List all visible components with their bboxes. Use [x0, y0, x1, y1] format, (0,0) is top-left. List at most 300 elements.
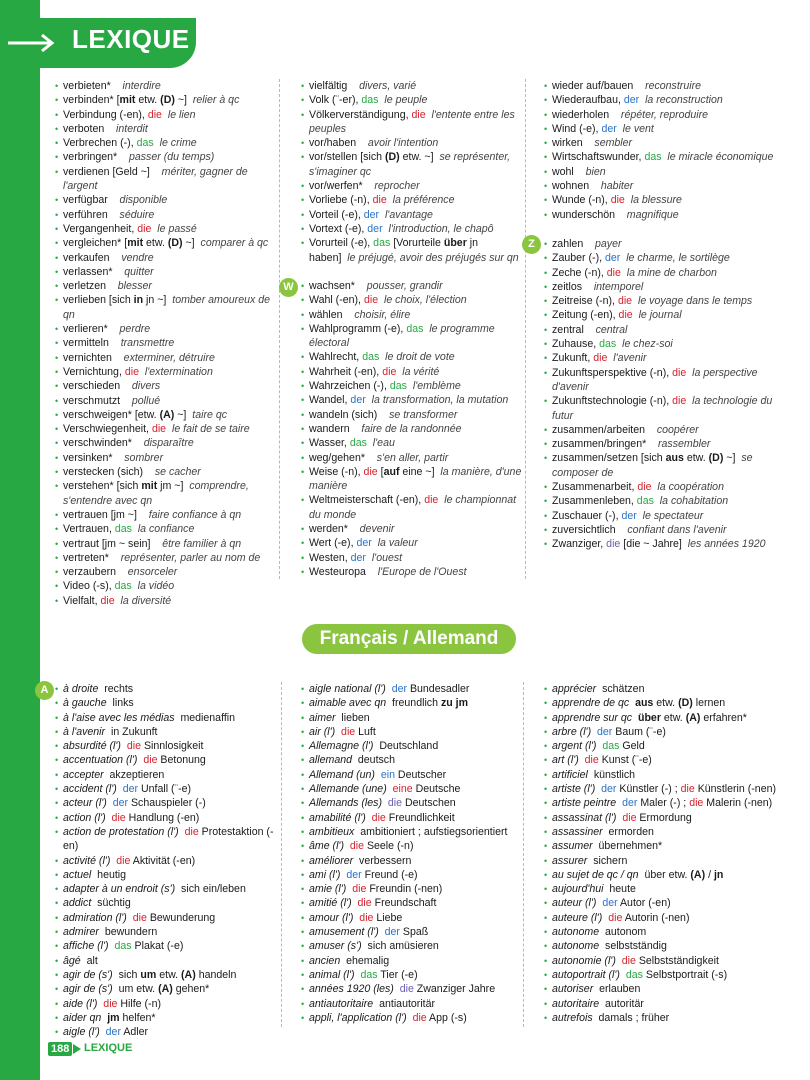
- entry-segment: [: [377, 465, 384, 478]
- entry-segment: à l'avenir: [63, 725, 106, 738]
- entry-segment: die: [382, 365, 397, 378]
- entry-segment: bien: [585, 165, 606, 178]
- lexicon-entry: [544, 79, 779, 93]
- bullet-icon: •: [544, 209, 548, 220]
- entry-segment: links: [112, 697, 134, 710]
- bullet-icon: •: [544, 439, 548, 450]
- entry-segment: ami (l'): [309, 868, 341, 881]
- lexicon-entry: [544, 437, 779, 451]
- entry-segment: Deutscher: [394, 768, 447, 781]
- entry-segment: das: [636, 495, 654, 508]
- bullet-icon: •: [544, 955, 548, 966]
- entry-segment: heute: [609, 883, 636, 896]
- entry-segment: auteure (l'): [552, 911, 603, 924]
- lexicon-entry: [55, 696, 281, 710]
- entry-segment: Bundesadler: [407, 683, 470, 695]
- entry-segment: amabilité (l'): [309, 811, 366, 824]
- entry-segment: Wahl (-en),: [309, 294, 364, 307]
- entry-segment: Wirtschaftswunder,: [552, 151, 645, 164]
- entry-segment: Handlung (-en): [125, 811, 200, 824]
- entry-segment: vor/stellen [sich: [309, 151, 385, 164]
- entry-segment: aide (l'): [63, 997, 98, 1010]
- entry-segment: reconstruire: [645, 80, 701, 92]
- entry-segment: amusement (l'): [309, 926, 379, 939]
- bullet-icon: •: [55, 784, 59, 795]
- entry-segment: die: [617, 295, 633, 308]
- bullet-icon: •: [301, 466, 305, 477]
- bullet-icon: •: [301, 452, 305, 463]
- lexicon-entry: [544, 753, 784, 767]
- entry-segment: gehen*: [172, 983, 210, 996]
- bullet-icon: •: [55, 826, 59, 837]
- entry-segment: mit: [119, 94, 136, 107]
- bullet-icon: •: [301, 352, 305, 363]
- lexicon-entry: [544, 251, 779, 265]
- entry-segment: avoir l'intention: [367, 137, 439, 150]
- bullet-icon: •: [55, 1012, 59, 1023]
- entry-segment: séduire: [119, 208, 155, 221]
- bullet-icon: •: [55, 195, 59, 206]
- bullet-icon: •: [544, 482, 548, 493]
- bullet-icon: •: [544, 726, 548, 737]
- bullet-icon: •: [55, 238, 59, 249]
- entry-segment: la préférence: [392, 194, 455, 207]
- entry-segment: répéter, reproduire: [620, 108, 709, 121]
- entry-segment: assassinat (l'): [552, 811, 617, 824]
- lexicon-entry: [55, 436, 279, 450]
- entry-segment: [Vorurteile: [390, 237, 444, 250]
- entry-segment: ambitieux: [309, 825, 355, 838]
- entry-segment: der: [604, 252, 621, 265]
- lexicon-entry: [55, 279, 279, 293]
- entry-segment: Vorurteil (-e),: [309, 237, 374, 250]
- letter-marker-a: A: [35, 681, 54, 700]
- entry-segment: à l'aise avec les médias: [63, 711, 175, 724]
- entry-segment: Zuschauer (-),: [552, 509, 622, 522]
- entry-segment: zuversichtlich: [552, 523, 616, 536]
- entry-segment: pollué: [131, 394, 161, 407]
- lexicon-entry: [301, 739, 523, 753]
- lexicon-entry: [55, 1025, 281, 1039]
- entry-segment: Zukunftstechnologie (-n),: [552, 395, 673, 408]
- entry-segment: die: [689, 797, 704, 810]
- bullet-icon: •: [301, 181, 305, 192]
- entry-segment: vertraut [jm ~ sein]: [63, 537, 151, 550]
- bullet-icon: •: [544, 239, 548, 249]
- entry-segment: die: [151, 423, 167, 436]
- entry-segment: appli, l'application (l'): [309, 1011, 407, 1024]
- entry-segment: la cohabitation: [659, 495, 729, 508]
- entry-segment: au sujet de qc / qn: [552, 868, 639, 881]
- lexicon-entry: [55, 208, 279, 222]
- entry-segment: der: [623, 94, 640, 107]
- lexicon-entry: [55, 854, 281, 868]
- entry-segment: ensorceler: [127, 566, 178, 579]
- entry-segment: Bewunderung: [146, 911, 216, 924]
- entry-segment: vermitteln: [63, 337, 109, 350]
- bullet-icon: •: [301, 438, 305, 449]
- bullet-icon: •: [301, 566, 305, 577]
- entry-segment: die: [124, 365, 139, 378]
- entry-segment: artiste (l'): [552, 783, 596, 796]
- entry-segment: aujourd'hui: [552, 883, 604, 896]
- entry-segment: der: [367, 222, 383, 235]
- bullet-icon: •: [544, 698, 548, 709]
- lexicon-column-3-w: [544, 79, 779, 222]
- entry-segment: die: [618, 309, 633, 322]
- entry-segment: Wind (-e),: [552, 122, 602, 135]
- entry-segment: assurer: [552, 854, 588, 867]
- lexicon-entry: [544, 868, 784, 882]
- entry-segment: actuel: [63, 868, 92, 881]
- entry-segment: aigle national (l'): [309, 683, 386, 695]
- entry-segment: verführen: [63, 208, 108, 221]
- entry-segment: die: [608, 911, 623, 924]
- entry-segment: exterminer, détruire: [123, 351, 215, 364]
- entry-segment: à gauche: [63, 697, 107, 710]
- bullet-icon: •: [301, 81, 305, 91]
- bullet-icon: •: [301, 969, 305, 980]
- bullet-icon: •: [55, 741, 59, 752]
- entry-segment: verdienen [Geld ~]: [63, 165, 150, 178]
- entry-segment: etw.: [156, 968, 182, 981]
- bullet-icon: •: [301, 955, 305, 966]
- lexicon-entry: [544, 982, 784, 996]
- entry-segment: damals ; früher: [598, 1011, 670, 1024]
- entry-segment: die: [371, 811, 386, 824]
- entry-segment: Ermordung: [636, 811, 692, 824]
- entry-segment: pousser, grandir: [366, 280, 443, 292]
- triangle-icon: [73, 1044, 81, 1054]
- bullet-icon: •: [544, 152, 548, 163]
- lexicon-entry: [301, 753, 523, 767]
- entry-segment: agir de (s'): [63, 968, 113, 981]
- entry-segment: autonom: [605, 926, 647, 939]
- entry-segment: schätzen: [602, 683, 645, 695]
- entry-segment: le vent: [622, 122, 654, 135]
- entry-segment: wunderschön: [552, 208, 616, 221]
- bullet-icon: •: [544, 912, 548, 923]
- lexicon-entry: [544, 925, 784, 939]
- entry-segment: eine ~]: [399, 465, 435, 478]
- entry-segment: Freundlichkeit: [385, 811, 455, 824]
- entry-segment: /: [705, 868, 714, 881]
- lexicon-entry: [301, 465, 523, 494]
- french-column-3: [544, 682, 784, 1025]
- entry-segment: argent (l'): [552, 740, 597, 753]
- bullet-icon: •: [544, 855, 548, 866]
- entry-segment: taire qc: [192, 408, 228, 421]
- entry-segment: jm: [107, 1011, 120, 1024]
- entry-segment: sich amüsieren: [367, 940, 439, 953]
- bullet-icon: •: [55, 595, 59, 606]
- entry-segment: die: [363, 465, 378, 478]
- bullet-icon: •: [544, 884, 548, 895]
- entry-segment: der: [602, 897, 618, 910]
- bullet-icon: •: [544, 684, 548, 694]
- lexicon-entry: [544, 136, 779, 150]
- entry-segment: intemporel: [593, 280, 644, 293]
- entry-segment: Weise (-n),: [309, 465, 364, 478]
- lexicon-entry: [55, 93, 279, 107]
- entry-segment: Allemagne (l'): [309, 740, 374, 753]
- entry-segment: activité (l'): [63, 854, 111, 867]
- entry-segment: lieben: [341, 711, 370, 724]
- bullet-icon: •: [544, 109, 548, 120]
- entry-segment: [die ~ Jahre]: [620, 538, 682, 551]
- entry-segment: agir de (s'): [63, 983, 113, 996]
- bullet-icon: •: [55, 467, 59, 478]
- entry-segment: die: [584, 754, 599, 767]
- bullet-icon: •: [55, 538, 59, 549]
- lexicon-entry: [544, 337, 779, 351]
- bullet-icon: •: [301, 295, 305, 306]
- bullet-icon: •: [55, 352, 59, 363]
- lexicon-entry: [301, 565, 523, 579]
- entry-segment: confiant dans l'avenir: [627, 523, 727, 536]
- entry-segment: Baum (¨-e): [612, 725, 666, 738]
- entry-segment: wandern: [309, 422, 350, 435]
- entry-segment: übernehmen*: [598, 840, 663, 853]
- lexicon-entry: [55, 222, 279, 236]
- entry-segment: medienaffin: [180, 711, 236, 724]
- entry-segment: la vidéo: [137, 580, 175, 593]
- entry-segment: der: [391, 683, 408, 695]
- lexicon-entry: [544, 165, 779, 179]
- bullet-icon: •: [55, 366, 59, 377]
- entry-segment: jm ~]: [157, 480, 184, 493]
- lexicon-entry: [55, 882, 281, 896]
- lexicon-entry: [55, 939, 281, 953]
- entry-segment: verbieten*: [63, 80, 111, 92]
- bullet-icon: •: [301, 927, 305, 938]
- lexicon-entry: [544, 711, 784, 725]
- entry-segment: die: [637, 481, 652, 494]
- entry-segment: Seele (-n): [364, 840, 414, 853]
- entry-segment: Wahrzeichen (-),: [309, 380, 390, 393]
- lexicon-entry: [544, 108, 779, 122]
- entry-segment: Freundschaft: [371, 897, 437, 910]
- lexicon-entry: [55, 150, 279, 164]
- entry-segment: le choix, l'élection: [383, 294, 467, 307]
- lexicon-entry: [301, 768, 523, 782]
- entry-segment: zeitlos: [552, 280, 583, 293]
- entry-segment: vertrauen [jm ~]: [63, 508, 137, 521]
- bullet-icon: •: [55, 424, 59, 435]
- entry-segment: Vorliebe (-n),: [309, 194, 373, 207]
- entry-segment: payer: [595, 238, 622, 250]
- bullet-icon: •: [55, 481, 59, 492]
- entry-segment: ~]: [174, 408, 187, 421]
- entry-segment: Video (-s),: [63, 580, 115, 593]
- entry-segment: das: [625, 968, 643, 981]
- entry-segment: die: [399, 983, 414, 996]
- bullet-icon: •: [544, 166, 548, 177]
- lexicon-column-3-z: [544, 237, 779, 552]
- entry-segment: Zukunft,: [552, 352, 594, 365]
- lexicon-entry: [55, 551, 279, 565]
- entry-segment: der: [384, 926, 400, 939]
- bullet-icon: •: [544, 998, 548, 1009]
- lexicon-entry: [301, 868, 523, 882]
- entry-segment: etw. ~]: [399, 151, 434, 164]
- lexicon-column-1: [55, 79, 280, 607]
- entry-segment: le spectateur: [642, 509, 704, 522]
- entry-segment: Westen,: [309, 551, 351, 564]
- entry-segment: Luft: [355, 725, 376, 738]
- bullet-icon: •: [544, 798, 548, 809]
- lexicon-entry: [55, 265, 279, 279]
- bullet-icon: •: [544, 969, 548, 980]
- entry-segment: Autor (-en): [617, 897, 671, 910]
- lexicon-entry: [301, 293, 523, 307]
- lexicon-entry: [55, 954, 281, 968]
- entry-segment: auf: [383, 465, 400, 478]
- letter-marker-w: W: [279, 278, 298, 297]
- lexicon-entry: [544, 494, 779, 508]
- entry-segment: ~]: [182, 237, 195, 250]
- entry-segment: le préjugé, avoir des préjugés sur qn: [347, 251, 519, 264]
- entry-segment: etw.: [653, 697, 679, 710]
- lexicon-entry: [544, 739, 784, 753]
- lexicon-entry: [301, 308, 523, 322]
- lexicon-entry: [301, 782, 523, 796]
- entry-segment: disparaître: [143, 437, 194, 450]
- lexicon-entry: [544, 1011, 784, 1025]
- entry-segment: acteur (l'): [63, 797, 107, 810]
- lexicon-entry: [55, 896, 281, 910]
- lexicon-entry: [544, 179, 779, 193]
- entry-segment: affiche (l'): [63, 940, 109, 953]
- bullet-icon: •: [55, 152, 59, 163]
- entry-segment: die: [147, 108, 162, 121]
- lexicon-entry: [55, 925, 281, 939]
- entry-segment: l'emblème: [412, 380, 461, 393]
- entry-segment: l'entente entre les peuples: [309, 108, 515, 135]
- entry-segment: Volk (¨-er),: [309, 94, 362, 107]
- entry-segment: sichern: [593, 854, 628, 867]
- bullet-icon: •: [55, 223, 59, 234]
- entry-segment: le miracle économique: [667, 151, 774, 164]
- bullet-icon: •: [55, 984, 59, 995]
- entry-segment: die: [349, 840, 365, 853]
- bullet-icon: •: [55, 252, 59, 263]
- lexicon-entry: [301, 236, 523, 265]
- lexicon-entry: [55, 579, 279, 593]
- entry-segment: die: [672, 366, 687, 379]
- entry-segment: die: [103, 997, 118, 1010]
- bullet-icon: •: [544, 339, 548, 350]
- entry-segment: Protestaktion (-en): [63, 825, 274, 853]
- entry-segment: animal (l'): [309, 968, 355, 981]
- entry-segment: accident (l'): [63, 783, 117, 796]
- bullet-icon: •: [301, 898, 305, 909]
- entry-segment: Wahlprogramm (-e),: [309, 322, 407, 335]
- entry-segment: Wahlrecht,: [309, 351, 363, 364]
- entry-segment: der: [346, 868, 362, 881]
- entry-segment: die: [357, 897, 372, 910]
- entry-segment: autoriser: [552, 983, 594, 996]
- lexicon-entry: [55, 251, 279, 265]
- bullet-icon: •: [301, 769, 305, 780]
- bullet-icon: •: [55, 295, 59, 306]
- lexicon-entry: [55, 725, 281, 739]
- entry-segment: der: [105, 1026, 121, 1039]
- lexicon-entry: [55, 508, 279, 522]
- bullet-icon: •: [301, 152, 305, 163]
- lexicon-entry: [301, 825, 523, 839]
- entry-segment: (A): [690, 868, 706, 881]
- entry-segment: addict: [63, 897, 92, 910]
- bullet-icon: •: [55, 409, 59, 420]
- lexicon-entry: [55, 825, 281, 854]
- entry-segment: der: [621, 509, 637, 522]
- entry-segment: le programme électoral: [309, 322, 495, 350]
- entry-segment: Zwanziger,: [552, 538, 607, 551]
- lexicon-column-2-w: [301, 279, 523, 579]
- lexicon-entry: [544, 696, 784, 710]
- entry-segment: selbstständig: [605, 940, 667, 953]
- entry-segment: action (l'): [63, 811, 106, 824]
- entry-segment: (D): [160, 94, 175, 107]
- entry-segment: Westeuropa: [309, 565, 366, 578]
- page-number: 188: [48, 1042, 72, 1056]
- entry-segment: vor/haben: [309, 137, 357, 150]
- bullet-icon: •: [544, 195, 548, 206]
- bullet-icon: •: [301, 755, 305, 766]
- lexicon-entry: [301, 551, 523, 565]
- bullet-icon: •: [301, 323, 305, 334]
- entry-segment: wirken: [552, 137, 583, 150]
- bullet-icon: •: [301, 869, 305, 880]
- entry-segment: vertreten*: [63, 551, 109, 564]
- lexicon-entry: [55, 322, 279, 336]
- entry-segment: handeln: [195, 968, 237, 981]
- entry-segment: über: [443, 237, 467, 250]
- lexicon-entry: [301, 193, 523, 207]
- bullet-icon: •: [55, 898, 59, 909]
- entry-segment: Vielfalt,: [63, 594, 101, 607]
- lexicon-entry: [55, 365, 279, 379]
- entry-segment: âme (l'): [309, 840, 344, 853]
- bullet-icon: •: [301, 366, 305, 377]
- entry-segment: quitter: [124, 265, 154, 278]
- entry-segment: Allemande (une): [309, 783, 387, 796]
- entry-segment: die: [606, 538, 621, 551]
- entry-segment: der: [350, 551, 366, 564]
- entry-segment: Tier (-e): [377, 968, 418, 981]
- lexicon-entry: [55, 236, 279, 250]
- bullet-icon: •: [544, 784, 548, 795]
- entry-segment: das: [389, 380, 407, 393]
- lexicon-entry: [55, 122, 279, 136]
- entry-segment: versinken*: [63, 451, 113, 464]
- bullet-icon: •: [55, 726, 59, 737]
- entry-segment: (D): [708, 452, 724, 465]
- entry-segment: werden*: [309, 523, 348, 536]
- entry-segment: à droite: [63, 683, 99, 695]
- entry-segment: divers: [131, 380, 161, 393]
- lexicon-entry: [55, 108, 279, 122]
- bullet-icon: •: [55, 266, 59, 277]
- bullet-icon: •: [55, 324, 59, 335]
- bullet-icon: •: [544, 281, 548, 292]
- bullet-icon: •: [55, 698, 59, 709]
- bullet-icon: •: [301, 281, 305, 291]
- entry-segment: etw.: [660, 711, 686, 724]
- entry-segment: zusammen/setzen [sich: [552, 452, 666, 465]
- entry-segment: divers, varié: [359, 80, 417, 92]
